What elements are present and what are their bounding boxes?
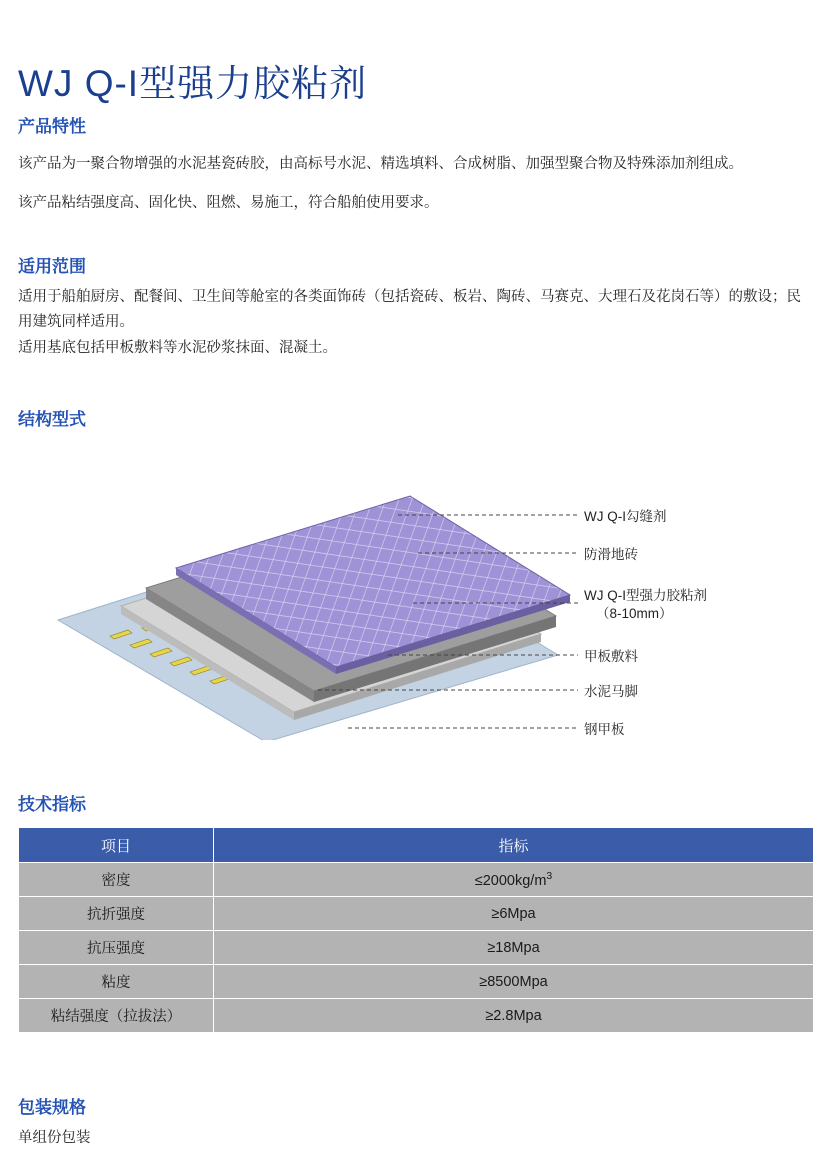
page-title: WJ Q-I型强力胶粘剂 [18, 62, 368, 104]
structure-diagram [18, 440, 813, 740]
features-heading: 产品特性 [18, 117, 86, 136]
callout-label-cement-feet [584, 683, 638, 701]
table-row [19, 965, 814, 999]
scope-heading: 适用范围 [18, 257, 86, 276]
packaging-section [18, 1093, 813, 1151]
cell-item: 粘结强度（拉拔法） [19, 999, 214, 1033]
callout-label-steel-deck [584, 721, 625, 739]
packaging-text: 单组份包装 [18, 1130, 91, 1146]
callout-text: WJ Q-I勾缝剂 [584, 509, 667, 524]
features-paragraph-2: 该产品粘结强度高、固化快、阻燃、易施工，符合船舶使用要求。 [18, 195, 439, 212]
specs-table [18, 827, 814, 1033]
callout-text: WJ Q-I型强力胶粘剂 [584, 588, 707, 603]
callout-text: 防滑地砖 [584, 547, 638, 562]
cell-item: 密度 [19, 863, 214, 897]
callout-label-anti-slip-tile [584, 546, 638, 564]
table-row [19, 931, 814, 965]
structure-heading: 结构型式 [18, 410, 86, 429]
scope-paragraph-1: 适用于船舶厨房、配餐间、卫生间等舱室的各类面饰砖（包括瓷砖、板岩、陶砖、马赛克、大理石及花岗石等）的敷设；民用建筑同样适用。 [18, 289, 801, 331]
cell-value: ≥8500Mpa [214, 965, 814, 999]
callout-text: 水泥马脚 [584, 684, 638, 699]
callout-text: 钢甲板 [584, 722, 625, 737]
packaging-heading: 包装规格 [18, 1098, 86, 1117]
structure-section [18, 405, 813, 740]
cell-value: ≥18Mpa [214, 931, 814, 965]
cell-value [214, 863, 814, 897]
features-paragraph-1: 该产品为一聚合物增强的水泥基瓷砖胶，由高标号水泥、精选填料、合成树脂、加强型聚合物及特殊添加剂组成。 [18, 155, 743, 172]
cell-item: 粘度 [19, 965, 214, 999]
cell-value-text: ≤2000kg/m [474, 872, 547, 889]
callout-label-deck-compound [584, 648, 638, 666]
table-row [19, 999, 814, 1033]
specs-heading: 技术指标 [18, 795, 86, 814]
cell-item: 抗折强度 [19, 897, 214, 931]
table-header-row [19, 828, 814, 863]
cell-value: ≥2.8Mpa [214, 999, 814, 1033]
table-row [19, 897, 814, 931]
scope-section [18, 252, 813, 361]
table-row [19, 863, 814, 897]
column-header-value: 指标 [214, 828, 814, 863]
callout-subtext: （8-10mm） [596, 606, 673, 622]
features-section [18, 112, 813, 217]
column-header-item: 项目 [19, 828, 214, 863]
cell-item: 抗压强度 [19, 931, 214, 965]
callout-text: 甲板敷料 [584, 649, 638, 664]
cell-value-superscript: 3 [546, 870, 553, 882]
callout-label-adhesive [584, 587, 707, 623]
cell-value: ≥6Mpa [214, 897, 814, 931]
callout-label-grout [584, 508, 667, 526]
specs-section [18, 790, 813, 1033]
scope-paragraph-2: 适用基底包括甲板敷料等水泥砂浆抹面、混凝土。 [18, 339, 337, 356]
